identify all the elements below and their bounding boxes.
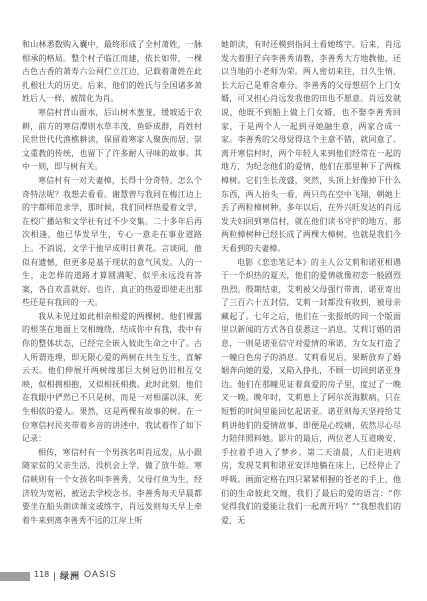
footer-divider	[54, 572, 55, 581]
footer-bar	[0, 572, 30, 581]
left-column	[22, 38, 202, 527]
paragraph: 我从未见过如此相亲相爱的两棵树。他们裸露的根茎在地面上交相缠绕，结成你中有我，我中有你的整体状态，已经完全嵌入彼此生命之中了。古人所谓连理，即无限心爱的两树在共生互生，直解云天。他们伸展开两树缘那巨大树冠仍旧相互交映，似相拥相抱，又似相抚相携。此时此刻，他们在我眼中俨然已不只是树，而是一对相濡以沫，死生相依的爱人。果然，这是两棵有故事的树。在一位寒信村民夹带着乡音的讲述中，我试着作了如下记录：	[22, 311, 202, 444]
paragraph: 她朗读，有时还模到指间土看她练字。后来，肖远发大着胆子向李善秀请教，李善秀大方地教他，还以当地的小老师为荣。两人密切来往，日久生情，长大后已是难舍难分。李善秀的父母想招个上门女婿，可又担心肖远发我他的田也不愿意。肖远发就说，他既不到船上做上门女婿，也不娶李善秀回家，于是两个人一起到寻她融生意，两家合成一家。李善秀的父母觉得这个主意不错，就同意了。离开寒信村时，两个年轻人来到他们经常在一起的地方，为纪念他们的爱情，他们在那里种下了两株樟树。它们生长茂盛，突然，头顶上好像掉下什么东西，两人抬头一看，两只鸟在空中飞翔，朝她上丢了两粒樟树种。多年以后，在外兴旺发达的肖远发夫妇回到寒信村，就在他们读书守护的地方，那两粒樟树种已经长成了两棵大樟树，也就是我们今天看到的夫妻樟。	[221, 40, 401, 253]
paragraph: 和山林悉数购入囊中，最终形成了全村萧姓，一脉相承的格局。整个村子临江而建，依长如带，一棵古色古香的萧寿六公祠伫立江边，记载着萧姓在此扎根壮大的历史。后来，他们的姓氏与全国诸多萧姓后人一样，被简化为肖。	[22, 40, 202, 104]
paragraph: 相传，寒信村有一个男孩名叫肖远发，从小跟随家贫的父亲生活，没机会上学，做了放牛娃。寒信峡则有一个女孩名叫李善秀，父母打鱼为生，经济较为宽裕，被送去学校念书。李善秀每天早晨都要坐在船头朗读课文或练字，肖远发则每天早上牵着牛来到离李善秀不远的江岸上听	[22, 447, 202, 525]
paragraph: 寒信村有一对夫妻樟，长得十分奇特。怎么个奇特法呢？我想去看看。谢慧曾与我同在梅江边上的字都师范求学，那时候，我们同样热爱着文学，在校广播站和文学社有过不少交集。二十多年后再次相逢，他已华发早生，专心一意走在事业道路上。不消说，文学于他早成明日黄花。言谈间，他似有遗憾，但更多是基于现状的意气风发。人的一生，走怎样的道路才算圆满呢，似乎永远没有答案，各自欢喜就好。也许，真正的热爱即使走出那些还是有我回的一天。	[22, 175, 202, 308]
right-column	[221, 38, 401, 527]
magazine-name-cn: 绿洲	[60, 572, 81, 582]
page-footer	[0, 567, 427, 587]
page-number: 118	[34, 570, 50, 579]
paragraph: 电影《恋恋笔记本》的主人公艾莉和诺亚相遇于一个炽热的夏天，他们的爱情就像初恋一般剧烈热烈。殷期结束，艾莉被父母强行带离，诺亚寄出了三百六十五封信，艾莉一封都没有收到，被母亲藏起了。七年之后，他们在一张报纸的同一个版面里以新闻的方式各自获悉这一消息，艾莉订婚的消息，一则是诺亚信守对爱情的承诺，为女友打造了一幢白色房子的消息。艾莉看见后，果断放弃了婚姻奔向她的爱，又陷入挣扎，不顾一切回到诺亚身边。他们在那幢见证着真爱的房子里，度过了一晚又一晚。晚年时，艾莉患上了阿尔茨海默病，只在短暂的时间里能回忆起诺亚。诺亚则每天坚持给艾莉讲他们的爱情故事，即便是心绞痛，依然尽心尽力陪伴照料她。影片的最后，两位老人互道晚安，手拉着手进入了梦乡。第二天清晨，人们走进病房，发现艾莉和诺亚安详地躺在床上，已经停止了呼吸。画面定格在四只紧紧相握的苍老的手上，他们的生命彼此交缠，我们了最后的爱的语言：“你觉得我们的爱能让我们一起离开吗？”“我想我们的爱，无	[221, 257, 401, 525]
paragraph: 寒信村背山面水，后山树木葱茏，缓坡适于农耕，前方的寒信潭则水草丰茂，鱼虾成群，肖姓村民世世代代渔樵耕读，保留着寒家人聚族而居、崇文重教的传统，也留下了许多耐人寻味的故事。其中一则，即与树有关。	[22, 107, 202, 172]
magazine-name-en: OASIS	[84, 569, 117, 579]
